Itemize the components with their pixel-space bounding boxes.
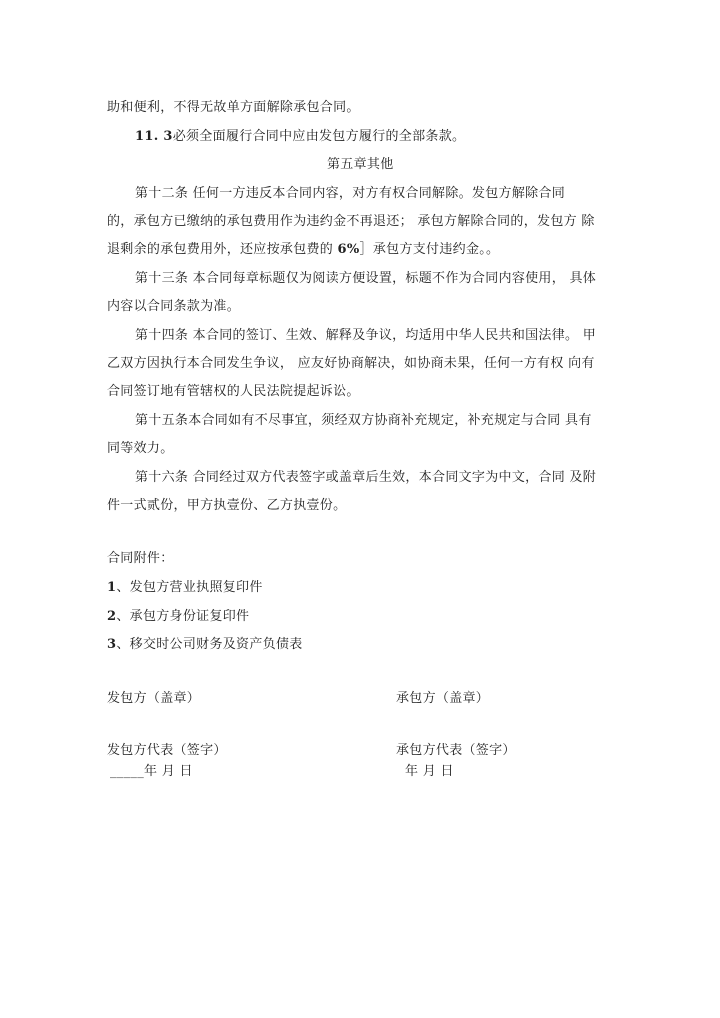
- article-14-line-3: 合同签订地有管辖权的人民法院提起诉讼。: [107, 384, 360, 399]
- article-12-line-3: [107, 241, 499, 259]
- article-15-line-1: 第十五条本合同如有不尽事宜，须经双方协商补充规定，补充规定与合同 具有: [135, 413, 592, 428]
- attachment-item-2: [107, 608, 249, 626]
- article-12-line-1: 第十二条 任何一方违反本合同内容，对方有权合同解除。发包方解除合同: [135, 186, 566, 201]
- attachment-item-1: [107, 579, 263, 597]
- party-a-seal-label: 发包方（盖章）: [107, 691, 201, 706]
- attachment-text: 、移交时公司财务及资产负债表: [116, 637, 303, 652]
- attachment-number: 1: [107, 580, 117, 595]
- attachment-text: 、承包方身份证复印件: [116, 609, 250, 624]
- attachment-number: 3: [107, 637, 117, 652]
- article-14-line-2: 乙双方因执行本合同发生争议， 应友好协商解决，如协商未果，任何一方有权 向有: [107, 356, 595, 371]
- party-a-date-line: _____年 月 日: [110, 764, 193, 779]
- article-16-line-2: 件一式贰份，甲方执壹份、乙方执壹份。: [107, 498, 347, 513]
- attachment-item-3: [107, 636, 303, 654]
- attachment-number: 2: [107, 609, 117, 624]
- penalty-percentage: 6%: [337, 242, 360, 257]
- text-segment: 退剩余的承包费用外，还应按承包费的: [107, 242, 338, 257]
- clause-number: 11. 3: [135, 129, 173, 144]
- article-13-line-2: 内容以合同条款为准。: [107, 299, 241, 314]
- party-a-representative-label: 发包方代表（签字）: [107, 743, 227, 758]
- party-b-date-line: 年 月 日: [405, 764, 454, 779]
- article-14-line-1: 第十四条 本合同的签订、生效、解释及争议，均适用中华人民共和国法律。 甲: [135, 328, 597, 343]
- party-b-representative-label: 承包方代表（签字）: [396, 743, 516, 758]
- text-segment: ］承包方支付违约金。。: [359, 242, 500, 257]
- clause-text: 必须全面履行合同中应由发包方履行的全部条款。: [172, 129, 466, 144]
- paragraph-continuation: [107, 99, 360, 117]
- attachment-text: 、发包方营业执照复印件: [116, 580, 263, 595]
- article-12-line-2: 的，承包方已缴纳的承包费用作为违约金不再退还； 承包方解除合同的，发包方 除: [107, 214, 595, 229]
- article-13-line-1: 第十三条 本合同每章标题仅为阅读方便设置，标题不作为合同内容使用， 具体: [135, 271, 597, 286]
- article-16-line-1: 第十六条 合同经过双方代表签字或盖章后生效，本合同文字为中文，合同 及附: [135, 470, 597, 485]
- text-line: 助和便利，不得无故单方面解除承包合同。: [107, 100, 360, 115]
- article-15-line-2: 同等效力。: [107, 441, 174, 456]
- chapter-title: 第五章其他: [327, 157, 394, 172]
- party-b-seal-label: 承包方（盖章）: [396, 691, 490, 706]
- clause-11-3: [135, 128, 465, 146]
- attachments-heading: 合同附件：: [107, 551, 174, 566]
